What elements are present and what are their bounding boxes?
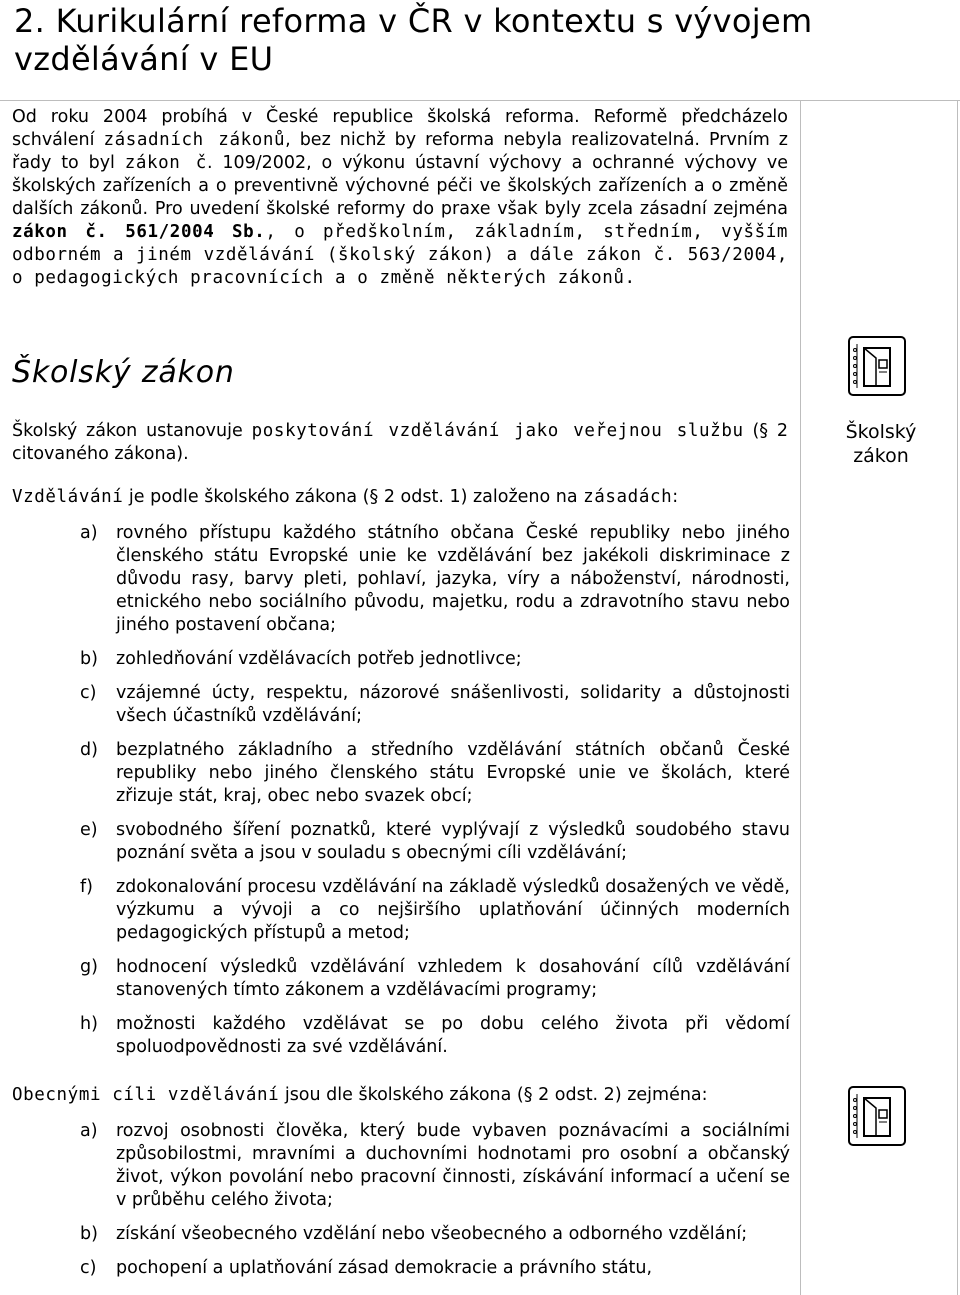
- list-item-marker: h): [80, 1014, 98, 1034]
- margin-divider: [800, 100, 801, 1295]
- list-item-marker: b): [80, 1224, 98, 1244]
- list-item-marker: f): [80, 877, 93, 897]
- list-item-text: bezplatného základního a středního vzdělávání státních občanů České republiky nebo jiného členského státu Evropské unie ve školách, které zřizuje stát, kraj, obec nebo svazek obcí;: [116, 740, 790, 806]
- list-item-marker: c): [80, 683, 97, 703]
- list-item-marker: d): [80, 740, 98, 760]
- list-item-text: rovného přístupu každého státního občana České republiky nebo jiného členského státu Evropské unie ke vzdělávání bez jakékoli diskriminace z důvodu rasy, barvy pleti, pohlaví, jazyka, víry a náboženství, národnosti, etnického nebo sociálního původu, majetku, rodu a zdravotního stavu nebo jiného postavení občana;: [116, 523, 790, 635]
- side-label-skolsky-zakon: [826, 420, 936, 468]
- para2-text: je podle školského zákona (§ 2 odst. 1) založeno na: [123, 487, 584, 507]
- section-title-skolsky-zakon: Školský zákon: [12, 355, 235, 390]
- list-item-marker: a): [80, 1121, 98, 1141]
- section2-paragraph: [12, 1084, 788, 1107]
- list-item: [80, 1013, 790, 1059]
- section2-emphasis: Obecnými cíli vzdělávání: [12, 1085, 280, 1105]
- notebook-icon: [846, 1086, 908, 1148]
- heading-line-1: 2. Kurikulární reforma v ČR v kontextu s vývojem: [14, 2, 813, 40]
- para2-emphasis: Vzdělávání: [12, 487, 124, 507]
- intro-law-reference: zákon č. 561/2004 Sb.: [12, 222, 266, 242]
- list-item-marker: c): [80, 1258, 97, 1278]
- list-item: [80, 648, 790, 671]
- list-item-text: zdokonalování procesu vzdělávání na základě výsledků dosažených ve vědě, výzkumu a vývoji a co nejširšího uplatňování účinných moderních pedagogických přístupů a metod;: [116, 877, 790, 943]
- para1-text: Školský zákon ustanovuje: [12, 421, 252, 441]
- list-item: [80, 956, 790, 1002]
- list-item-text: získání všeobecného vzdělání nebo všeobecného a odborného vzdělání;: [116, 1224, 748, 1244]
- intro-emphasis-1: zásadních zákonů: [103, 130, 286, 150]
- section1-paragraph-1: [12, 420, 788, 466]
- list-item-text: vzájemné úcty, respektu, názorové snášenlivosti, solidarity a důstojnosti všech účastníků vzdělávání;: [116, 683, 790, 726]
- intro-text-2: , bez nichž by reforma nebyla realizovatelná. Prvním z řady to byl: [12, 130, 788, 173]
- list-item-text: rozvoj osobnosti člověka, který bude vybaven poznávacími a sociálními způsobilostmi, mravními a duchovními hodnotami pro osobní a občanský život, výkon povolání nebo pracovní činnosti, získávání informací a učení se v průběhu celého života;: [116, 1121, 790, 1210]
- side-label-line-2: zákon: [853, 445, 909, 467]
- para1-text-end: (§ 2 citovaného zákona).: [12, 421, 789, 464]
- goals-list: [80, 1120, 790, 1291]
- list-item: [80, 1120, 790, 1212]
- para2-emphasis-2: zásadách: [583, 487, 673, 507]
- para1-emphasis: poskytování vzdělávání jako veřejnou službu: [251, 421, 744, 441]
- notebook-icon: [846, 336, 908, 398]
- intro-text-3: . 109/2002, o výkonu ústavní výchovy a ochranné výchovy ve školských zařízeních a o preventivně výchovné péči ve školských zařízeních a o změně dalších zákonů. Pro uvedení školské reformy do praxe však byly zcela zásadní zejména: [12, 153, 789, 219]
- principles-list: [80, 522, 790, 1070]
- list-item-marker: g): [80, 957, 98, 977]
- list-item-text: zohledňování vzdělávacích potřeb jednotlivce;: [116, 649, 522, 669]
- side-label-line-1: Školský: [845, 421, 917, 443]
- page-heading: [14, 2, 934, 78]
- list-item: [80, 1257, 790, 1280]
- list-item-marker: a): [80, 523, 98, 543]
- section1-paragraph-2: [12, 486, 788, 509]
- list-item: [80, 682, 790, 728]
- list-item: [80, 819, 790, 865]
- section2-text: jsou dle školského zákona (§ 2 odst. 2) zejména:: [279, 1085, 708, 1105]
- list-item: [80, 522, 790, 637]
- top-divider: [0, 100, 960, 101]
- list-item-text: hodnocení výsledků vzdělávání vzhledem k dosahování cílů vzdělávání stanovených tímto zákonem a vzdělávacími programy;: [116, 957, 790, 1000]
- list-item-text: možnosti každého vzdělávat se po dobu celého života při vědomí spoluodpovědnosti za své vzdělávání.: [116, 1014, 790, 1057]
- list-item: [80, 1223, 790, 1246]
- right-border: [957, 100, 958, 1295]
- list-item-text: pochopení a uplatňování zásad demokracie a právního státu,: [116, 1258, 653, 1278]
- intro-emphasis-2: zákon č: [124, 153, 207, 173]
- heading-line-2: vzdělávání v EU: [14, 40, 274, 78]
- intro-paragraph: [12, 106, 788, 290]
- intro-text-1: Od roku 2004 probíhá v České republice školská reforma. Reformě předcházelo schválení: [12, 107, 788, 150]
- list-item: [80, 876, 790, 945]
- list-item-marker: e): [80, 820, 98, 840]
- intro-text-4: , o předškolním, základním, středním, vyšším odborném a jiném vzdělávání (školský zákon) a dále zákon č. 563/2004, o pedagogických pracovnících a o změně některých zákonů.: [12, 222, 788, 288]
- para2-colon: :: [672, 487, 679, 507]
- list-item: [80, 739, 790, 808]
- list-item-text: svobodného šíření poznatků, které vyplývají z výsledků soudobého stavu poznání světa a jsou v souladu s obecnými cíli vzdělávání;: [116, 820, 790, 863]
- list-item-marker: b): [80, 649, 98, 669]
